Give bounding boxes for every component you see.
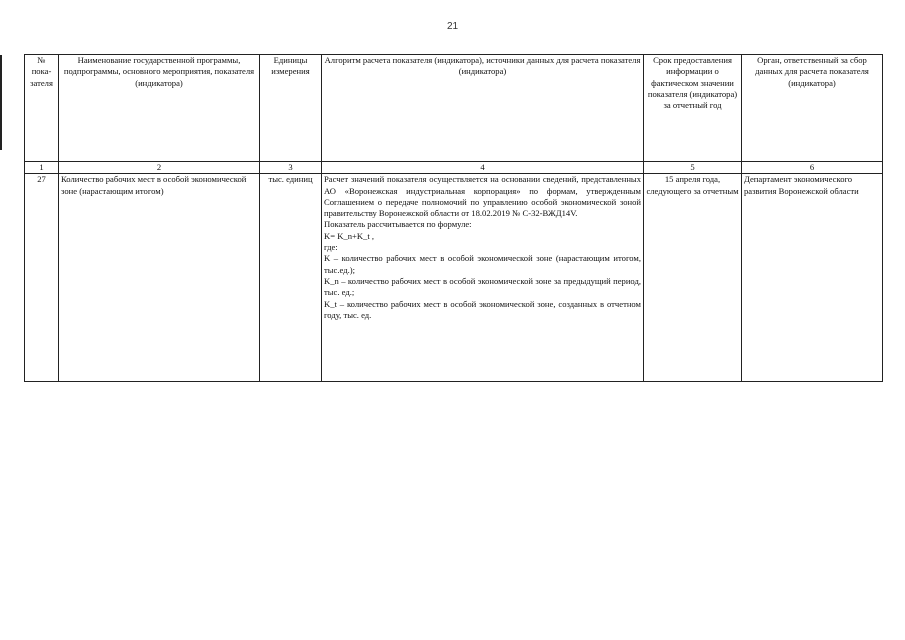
column-number: 1 [25, 162, 59, 174]
page-number: 21 [446, 21, 459, 32]
header-responsible-body: Орган, ответственный за сбор данных для расчета показателя (индикатора) [742, 55, 883, 162]
row-unit: тыс. единиц [260, 174, 322, 382]
header-indicator-number: № пока-зателя [25, 55, 59, 162]
header-unit: Единицы измерения [260, 55, 322, 162]
column-number: 5 [644, 162, 742, 174]
header-program-name: Наименование государственной программы, подпрограммы, основного мероприятия, показателя (индикатора) [59, 55, 260, 162]
algorithm-formula-intro: Показатель рассчитывается по формуле: [324, 219, 472, 230]
row-responsible-body: Департамент экономического развития Воронежской области [742, 174, 883, 382]
indicator-table [24, 54, 883, 382]
column-number: 6 [742, 162, 883, 174]
algorithm-formula: K= K_n+K_t , [324, 230, 375, 241]
row-algorithm [322, 174, 644, 382]
algorithm-definition-kn: K_n – количество рабочих мест в особой экономической зоне за предыдущий период, тыс. ед.; [324, 275, 641, 298]
header-deadline: Срок предоставления информации о фактическом значении показателя (индикатора) за отчетный год [644, 55, 742, 162]
algorithm-where: где: [324, 242, 338, 253]
algorithm-intro: Расчет значений показателя осуществляется на основании сведений, представленных АО «Воронежская индустриальная корпорация» по формам, утвержденным Соглашением о передаче полномочий по управлению особой экономической зоной правительству Воронежской области от 18.02.2019 № С-32-ВЖД14V. [324, 174, 641, 219]
header-algorithm: Алгоритм расчета показателя (индикатора), источники данных для расчета показателя (индикатора) [322, 55, 644, 162]
algorithm-definition-kt: K_t – количество рабочих мест в особой экономической зоне, созданных в отчетном году, тыс. ед. [324, 298, 641, 320]
column-number-row [25, 162, 883, 174]
column-number: 4 [322, 162, 644, 174]
scan-edge-mark [0, 55, 2, 150]
column-number: 3 [260, 162, 322, 174]
table-row [25, 174, 883, 382]
algorithm-definition-k: K – количество рабочих мест в особой экономической зоне (нарастающим итогом, тыс.ед.); [324, 253, 641, 275]
row-number: 27 [25, 174, 59, 382]
table-header-row [25, 55, 883, 162]
row-deadline: 15 апреля года, следующего за отчетным [644, 174, 742, 382]
row-indicator-name: Количество рабочих мест в особой экономической зоне (нарастающим итогом) [59, 174, 260, 382]
column-number: 2 [59, 162, 260, 174]
